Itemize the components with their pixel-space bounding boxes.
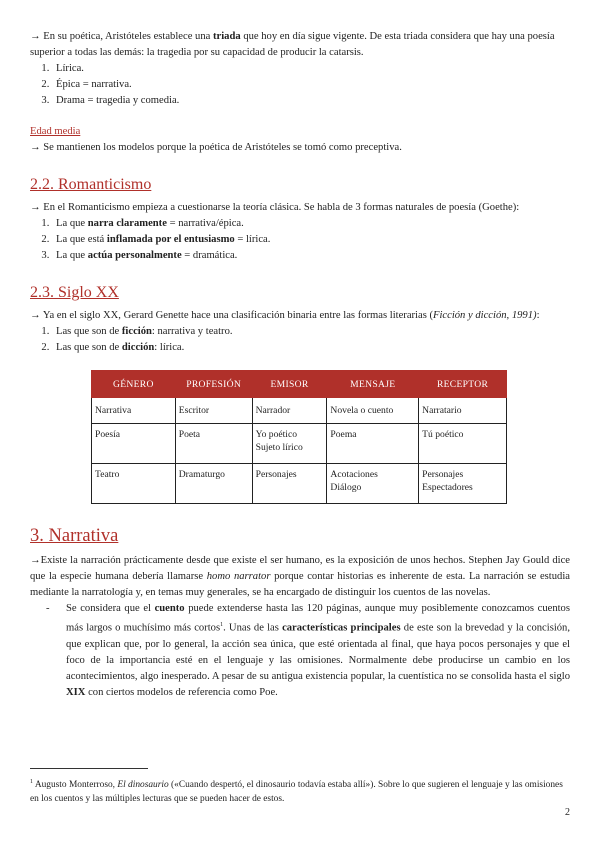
table-header-row <box>92 371 507 398</box>
genre-table <box>91 370 507 504</box>
footnote-separator <box>30 768 148 769</box>
page-number: 2 <box>565 807 570 818</box>
romanticismo-heading: 2.2. Romanticismo <box>30 176 152 193</box>
table-cell: Escritor <box>175 398 252 424</box>
table-cell: Narrador <box>252 398 327 424</box>
list-item: 3. Drama = tragedia y comedia. <box>52 93 570 109</box>
table-cell: Acotaciones Diálogo <box>327 464 419 504</box>
siglo-xx-text: → Ya en el siglo XX, Gerard Genette hace una clasificación binaria entre las formas literarias (Ficción y dicción, 1991): <box>30 310 540 321</box>
list-item: 1. Lírica. <box>52 61 570 77</box>
siglo-xx-list <box>30 324 570 356</box>
narrativa-paragraph: →Existe la narración prácticamente desde que existe el ser humano, es la exposición de unos hechos. Stephen Jay Gould dice que la especie humana debería llamarse homo narrator porque contar historias es inherente de esta. La narración se estudia mediante la narratología y, en temas muy generales, se ha encargado de distinguir los cuentos de las novelas. <box>30 555 570 598</box>
table-cell: Dramaturgo <box>175 464 252 504</box>
siglo-xx-section <box>30 283 570 356</box>
narrativa-heading: 3. Narrativa <box>30 526 119 546</box>
genre-table-wrapper <box>30 370 570 504</box>
triada-list <box>30 61 570 109</box>
table-cell: Novela o cuento <box>327 398 419 424</box>
table-cell: Narrativa <box>92 398 176 424</box>
list-item: 2. La que está inflamada por el entusiasmo = lírica. <box>52 232 570 248</box>
edad-media-block <box>30 124 570 156</box>
list-item: 2. Épica = narrativa. <box>52 77 570 93</box>
cuento-bullet <box>30 601 570 701</box>
romanticismo-section <box>30 175 570 264</box>
table-cell: Poeta <box>175 424 252 464</box>
bullet-marker: - <box>46 603 50 614</box>
table-cell: Yo poético Sujeto lírico <box>252 424 327 464</box>
table-cell: Narratario <box>419 398 507 424</box>
header-mensaje: MENSAJE <box>327 371 419 398</box>
list-item: 1. Las que son de ficción: narrativa y teatro. <box>52 324 570 340</box>
intro-paragraph: → En su poética, Aristóteles establece una triada que hoy en día sigue vigente. De esta triada considera que hay una poesía superior a todas las demás: la tragedia por su capacidad de producir la catarsis. <box>30 31 555 58</box>
edad-media-heading: Edad media <box>30 126 81 137</box>
list-item: 1. La que narra claramente = narrativa/épica. <box>52 216 570 232</box>
header-genero: GÉNERO <box>92 371 176 398</box>
table-cell: Teatro <box>92 464 176 504</box>
table-row <box>92 398 507 424</box>
romanticismo-list <box>30 216 570 264</box>
romanticismo-text: → En el Romanticismo empieza a cuestionarse la teoría clásica. Se habla de 3 formas naturales de poesía (Goethe): <box>30 202 520 213</box>
list-item: 3. La que actúa personalmente = dramática. <box>52 248 570 264</box>
header-emisor: EMISOR <box>252 371 327 398</box>
header-receptor: RECEPTOR <box>419 371 507 398</box>
header-profesion: PROFESIÓN <box>175 371 252 398</box>
table-cell: Personajes <box>252 464 327 504</box>
footnote-text: $^1$ Augusto Monterroso, El dinosaurio («Cuando despertó, el dinosaurio todavía estaba allí»). Sobre lo que sugieren el lenguaje y las omisiones en los cuentos y las múltiples lecturas que se pueden hacer de estos. <box>30 779 563 805</box>
table-row <box>92 424 507 464</box>
table-row <box>92 464 507 504</box>
edad-media-text: → Se mantienen los modelos porque la poética de Aristóteles se tomó como preceptiva. <box>30 142 402 153</box>
table-cell: Poema <box>327 424 419 464</box>
table-cell: Personajes Espectadores <box>419 464 507 504</box>
table-cell: Tú poético <box>419 424 507 464</box>
list-item: 2. Las que son de dicción: lírica. <box>52 340 570 356</box>
narrativa-section <box>30 524 570 701</box>
intro-block <box>30 29 570 109</box>
footnote-block <box>30 768 570 806</box>
cuento-text: Se considera que el cuento puede extenderse hasta las 120 páginas, aunque muy posiblemente conozcamos cuentos más largos o muchísimo más cortos$^1$. Unas de las características principales de este son la brevedad y la concisión, que explican que, por lo general, la acción sea única, que esté orientada al final, que haya pocos personajes y que el foco de la importancia esté en el lenguaje y las omisiones. Normalmente debe producirse un cambio en los acontecimientos, algo inesperado. A pesar de su antigua existencia popular, la cuentística no se consolida hasta el siglo XIX con ciertos modelos de referencia como Poe. <box>66 603 571 698</box>
table-cell: Poesía <box>92 424 176 464</box>
siglo-xx-heading: 2.3. Siglo XX <box>30 284 119 301</box>
